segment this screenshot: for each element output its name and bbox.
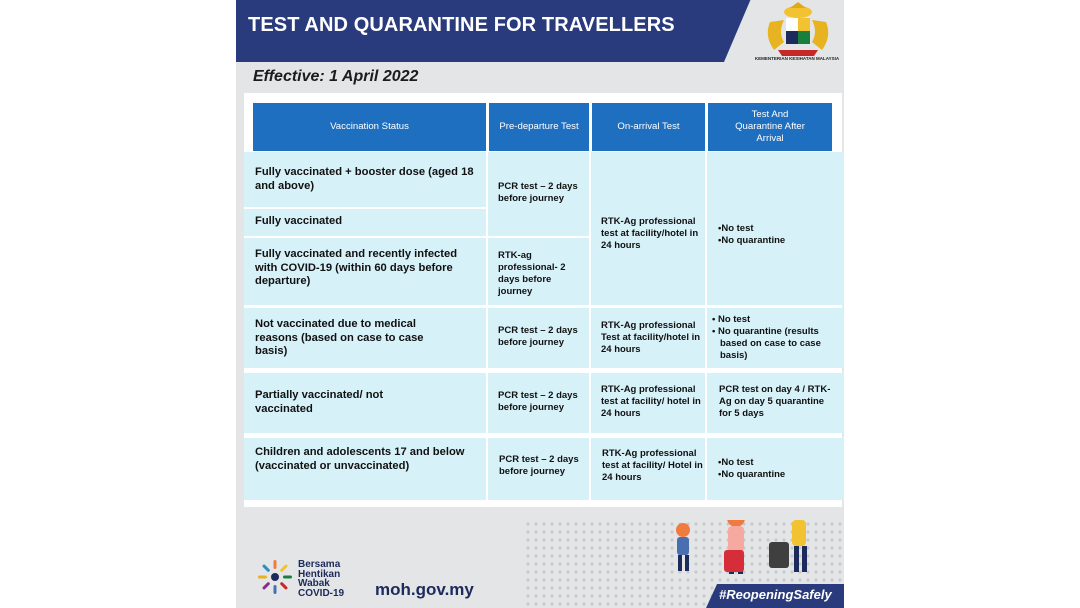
status-row-3: Fully vaccinated and recently infected with COVID-19 (within 60 days before departure) [255,248,458,287]
coat-of-arms-logo [756,2,840,64]
status-row-1: Fully vaccinated + booster dose (aged 18 and above) [255,166,474,192]
after-arrival-row-5: PCR test on day 4 / RTK-Ag on day 5 quarantine for 5 days [719,384,831,419]
status-row-4: Not vaccinated due to medical reasons (based on case to case basis) [255,318,424,357]
onarrival-row-6: RTK-Ag professional test at facility/ Hotel in 24 hours [602,448,703,483]
predeparture-row-6: PCR test – 2 days before journey [499,454,579,477]
effective-date: Effective: 1 April 2022 [253,68,419,85]
predeparture-group-1: PCR test – 2 days before journey [498,181,578,204]
column-header-after-arrival: Test And Quarantine After Arrival [708,103,832,151]
onarrival-group-1: RTK-Ag professional test at facility/hotel in 24 hours [601,216,699,251]
campaign-text: Bersama Hentikan Wabak COVID-19 [298,559,345,599]
campaign-logo [256,558,294,596]
status-row-2: Fully vaccinated [255,215,343,227]
onarrival-row-4: RTK-Ag professional Test at facility/hotel in 24 hours [601,320,701,355]
rules-table [244,93,842,507]
column-header-onarrival: On-arrival Test [592,103,705,151]
onarrival-row-5: RTK-Ag professional test at facility/ hotel in 24 hours [601,384,701,419]
column-header-predeparture: Pre-departure Test [489,103,589,151]
status-row-6: Children and adolescents 17 and below (vaccinated or unvaccinated) [255,446,465,472]
after-arrival-group-1: •No test •No quarantine [718,223,786,246]
page-title: TEST AND QUARANTINE FOR TRAVELLERS [248,14,675,36]
predeparture-row-4: PCR test – 2 days before journey [498,325,578,348]
predeparture-row-3: RTK-ag professional- 2 days before journey [498,250,566,297]
predeparture-row-5: PCR test – 2 days before journey [498,390,578,413]
poster [236,0,844,608]
status-row-5: Partially vaccinated/ not vaccinated [255,389,384,415]
ministry-name: KEMENTERIAN KESIHATAN MALAYSIA [754,56,840,61]
website-url: moh.gov.my [375,580,474,599]
column-header-status: Vaccination Status [253,103,486,151]
after-arrival-row-4: • No test • No quarantine (results based on case to case basis) [712,314,821,361]
hashtag: #ReopeningSafely [719,587,832,602]
after-arrival-row-6: •No test •No quarantine [718,457,786,480]
